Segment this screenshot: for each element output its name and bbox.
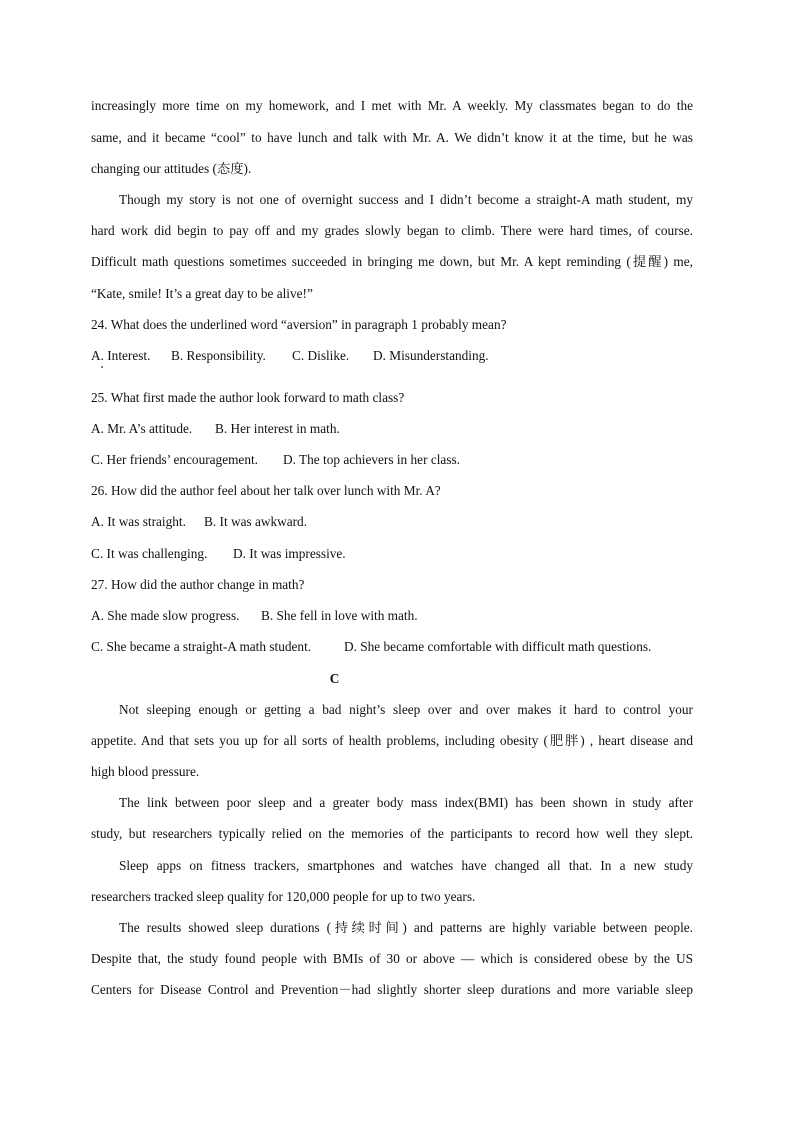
question-25-stem: 25. What first made the author look forward to math class?	[91, 390, 405, 405]
question-27-option-d[interactable]: D. She became comfortable with difficult math questions.	[344, 639, 652, 654]
question-24-option-c[interactable]: C. Dislike.	[292, 348, 350, 363]
passage-c-heading: C	[329, 671, 340, 686]
passage-c-line-9: Despite that, the study found people with BMIs of 30 or above — which is considered obese by the US	[91, 951, 693, 966]
passage-b-line-5: hard work did begin to pay off and my grades slowly began to climb. There were hard times, of course.	[91, 223, 693, 238]
passage-c-line-3: high blood pressure.	[91, 764, 200, 779]
question-27-option-b[interactable]: B. She fell in love with math.	[261, 608, 418, 623]
passage-c-line-6: Sleep apps on fitness trackers, smartphones and watches have changed all that. In a new study	[119, 858, 693, 873]
passage-b-line-3: changing our attitudes (态度).	[91, 161, 252, 176]
question-26-option-c[interactable]: C. It was challenging.	[91, 546, 208, 561]
question-25-option-d[interactable]: D. The top achievers in her class.	[283, 452, 460, 467]
question-24-option-d[interactable]: D. Misunderstanding.	[373, 348, 489, 363]
question-27-stem: 27. How did the author change in math?	[91, 577, 305, 592]
passage-b-line-6: Difficult math questions sometimes succeeded in bringing me down, but Mr. A kept reminding (提醒) me,	[91, 254, 693, 269]
passage-c-line-5: study, but researchers typically relied on the memories of the participants to record how well they slept.	[91, 826, 693, 841]
question-24-stem: 24. What does the underlined word “aversion” in paragraph 1 probably mean?	[91, 317, 507, 332]
question-27-option-c[interactable]: C. She became a straight-A math student.	[91, 639, 312, 654]
passage-c-line-7: researchers tracked sleep quality for 120,000 people for up to two years.	[91, 889, 476, 904]
passage-b-line-1: increasingly more time on my homework, and I met with Mr. A weekly. My classmates began to do the	[91, 98, 693, 113]
passage-b-line-4: Though my story is not one of overnight success and I didn’t become a straight-A math student, my	[119, 192, 693, 207]
question-27-option-a[interactable]: A. She made slow progress.	[91, 608, 240, 623]
question-25-option-b[interactable]: B. Her interest in math.	[215, 421, 340, 436]
passage-b-line-7: “Kate, smile! It’s a great day to be alive!”	[91, 286, 313, 301]
passage-c-line-8: The results showed sleep durations (持续时间) and patterns are highly variable between people.	[119, 920, 693, 935]
passage-b-line-2: same, and it became “cool” to have lunch and talk with Mr. A. We didn’t know it at the time, but he was	[91, 130, 693, 145]
question-25-option-a[interactable]: A. Mr. A’s attitude.	[91, 421, 193, 436]
passage-c-line-1: Not sleeping enough or getting a bad night’s sleep over and over makes it hard to control your	[119, 702, 693, 717]
stray-dot	[101, 366, 103, 368]
question-24-option-a[interactable]: A. Interest.	[91, 348, 151, 363]
passage-c-line-2: appetite. And that sets you up for all sorts of health problems, including obesity (肥胖) , heart disease and	[91, 733, 693, 748]
passage-c-line-4: The link between poor sleep and a greater body mass index(BMI) has been shown in study after	[119, 795, 693, 810]
question-26-option-b[interactable]: B. It was awkward.	[204, 514, 308, 529]
question-26-option-d[interactable]: D. It was impressive.	[233, 546, 346, 561]
question-25-option-c[interactable]: C. Her friends’ encouragement.	[91, 452, 259, 467]
passage-c-line-10: Centers for Disease Control and Prevention－had slightly shorter sleep durations and more variable sleep	[91, 982, 693, 997]
question-24-option-b[interactable]: B. Responsibility.	[171, 348, 266, 363]
question-26-stem: 26. How did the author feel about her talk over lunch with Mr. A?	[91, 483, 441, 498]
question-26-option-a[interactable]: A. It was straight.	[91, 514, 186, 529]
